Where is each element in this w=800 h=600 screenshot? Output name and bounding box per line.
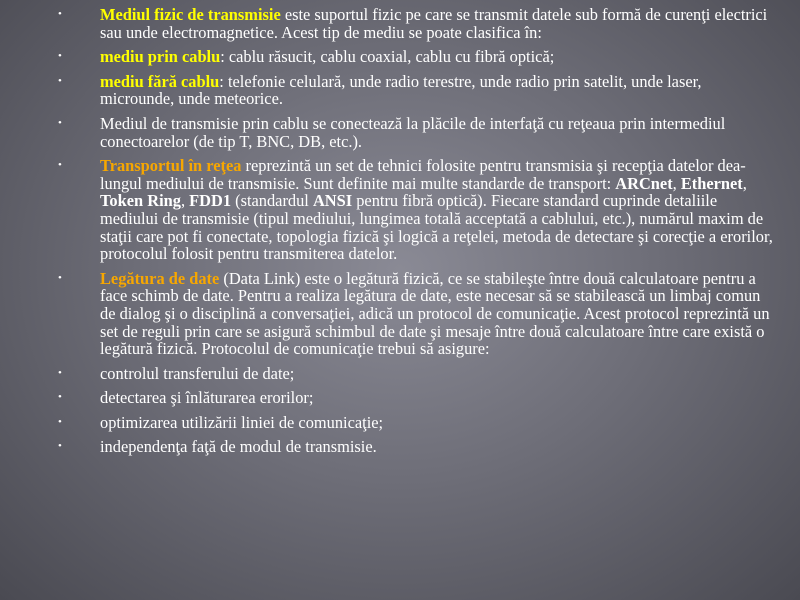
bullet-item bbox=[58, 73, 778, 108]
highlighted-term: mediu prin cablu bbox=[100, 47, 221, 67]
bullet-item bbox=[58, 115, 778, 150]
bullet-text: (standardul bbox=[231, 191, 313, 211]
bullet-dot-icon: • bbox=[58, 366, 62, 379]
highlighted-term: Ethernet bbox=[680, 173, 743, 193]
bullet-dot-icon: • bbox=[58, 50, 62, 63]
highlighted-term: ARCnet bbox=[615, 173, 673, 193]
bullet-item bbox=[58, 270, 778, 358]
bullet-item bbox=[58, 157, 778, 263]
bullet-dot-icon: • bbox=[58, 74, 62, 87]
bullet-text: Mediul de transmisie prin cablu se conectează la plăcile de interfaţă cu reţeaua prin intermediul conectoarelor (de tip T, BNC, DB, etc.). bbox=[100, 113, 726, 151]
bullet-dot-icon: • bbox=[58, 440, 62, 453]
slide-body bbox=[58, 6, 778, 463]
bullet-text: reprezintă un set de tehnici folosite pentru transmisia şi recepţia datelor dea-lungul mediului de transmisie. Sunt definite mai multe standarde de transport: bbox=[100, 156, 746, 193]
bullet-dot-icon: • bbox=[58, 271, 62, 284]
bullet-dot-icon: • bbox=[58, 391, 62, 404]
bullet-item bbox=[58, 365, 778, 383]
bullet-item bbox=[58, 414, 778, 432]
bullet-text: : cablu răsucit, cablu coaxial, cablu cu fibră optică; bbox=[220, 47, 555, 67]
bullet-text: este suportul fizic pe care se transmit datele sub formă de curenţi electrici sau unde electromagnetice. Acest tip de mediu se poate clasifica în: bbox=[100, 5, 768, 42]
bullet-text: detectarea şi înlăturarea erorilor; bbox=[100, 388, 314, 408]
bullet-text: : telefonie celulară, unde radio terestre, unde radio prin satelit, unde laser, microunde, unde meteorice. bbox=[100, 71, 702, 109]
bullet-text: optimizarea utilizării liniei de comunicaţie; bbox=[100, 412, 384, 432]
bullet-item bbox=[58, 438, 778, 456]
bullet-dot-icon: • bbox=[58, 415, 62, 428]
bullet-text: controlul transferului de date; bbox=[100, 363, 295, 383]
bullet-text: (Data Link) este o legătură fizică, ce se stabileşte între două calculatoare pentru a face schimb de date. Pentru a realiza legătura de date, este necesar să se stabilească un limbaj comun de dialog şi o disciplină a conversaţiei, adică un protocol de comunicaţie. Acest protocol reprezintă un set de reguli prin care se asigură schimbul de date şi mesaje între două calculatoare între care există o legătură fizică. Protocolul de comunicaţie trebui să asigure: bbox=[100, 268, 770, 359]
bullet-dot-icon: • bbox=[58, 8, 62, 20]
highlighted-term: Transportul în reţea bbox=[100, 156, 242, 176]
highlighted-term: Token Ring bbox=[100, 191, 181, 211]
bullet-text: , bbox=[672, 173, 681, 193]
bullet-item bbox=[58, 389, 778, 407]
highlighted-term: ANSI bbox=[312, 191, 353, 211]
bullet-dot-icon: • bbox=[58, 159, 62, 172]
bullet-item bbox=[58, 48, 778, 66]
bullet-text: pentru fibră optică). Fiecare standard cuprinde detaliile mediului de transmisie (tipul mediului, lungimea totală acceptată a cablului, etc.), numărul maxim de staţii care pot fi conectate, topologia fizică şi logică a reţelei, metoda de detectare şi corecţie a erorilor, protocolul folosit pentru transmiterea datelor. bbox=[100, 191, 773, 264]
highlighted-term: Legătura de date bbox=[100, 268, 220, 288]
bullet-item bbox=[58, 6, 778, 41]
bullet-text: , bbox=[742, 173, 747, 193]
bullet-text: , bbox=[180, 191, 190, 211]
highlighted-term: FDD1 bbox=[189, 191, 232, 211]
bullet-text: independenţa faţă de modul de transmisie. bbox=[100, 437, 377, 457]
highlighted-term: Mediul fizic de transmisie bbox=[100, 5, 281, 24]
bullet-dot-icon: • bbox=[58, 116, 62, 129]
highlighted-term: mediu fără cablu bbox=[100, 71, 220, 91]
